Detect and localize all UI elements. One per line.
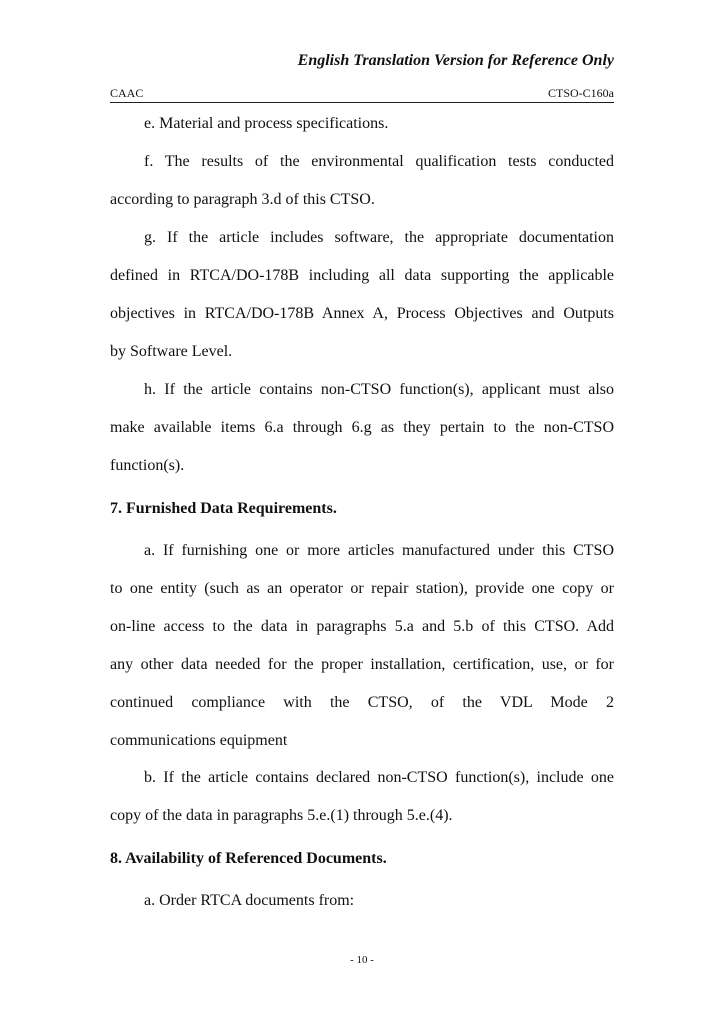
paragraph-line: g. If the article includes software, the appropriate documentation [144, 229, 614, 246]
paragraph-line: according to paragraph 3.d of this CTSO. [110, 191, 375, 208]
paragraph-line: communications equipment [110, 732, 288, 749]
translation-banner: English Translation Version for Reference Only [297, 52, 614, 69]
paragraph-line: any other data needed for the proper installation, certification, use, or for [110, 656, 614, 673]
paragraph-line: by Software Level. [110, 343, 233, 360]
paragraph-line: h. If the article contains non-CTSO function(s), applicant must also [144, 381, 614, 398]
paragraph-line: to one entity (such as an operator or repair station), provide one copy or [110, 580, 614, 597]
paragraph-line: objectives in RTCA/DO-178B Annex A, Process Objectives and Outputs [110, 305, 614, 322]
paragraph-line: b. If the article contains declared non-CTSO function(s), include one [144, 769, 614, 786]
header-doc-id: CTSO-C160a [548, 86, 614, 100]
paragraph-line: function(s). [110, 457, 185, 474]
paragraph-line: e. Material and process specifications. [144, 115, 389, 132]
paragraph-line: continued compliance with the CTSO, of the VDL Mode 2 [110, 694, 614, 711]
section-heading: 7. Furnished Data Requirements. [110, 500, 337, 517]
page-number: - 10 - [350, 954, 374, 966]
paragraph-line: copy of the data in paragraphs 5.e.(1) through 5.e.(4). [110, 807, 453, 824]
section-heading: 8. Availability of Referenced Documents. [110, 850, 387, 867]
header-org: CAAC [110, 86, 144, 100]
paragraph-line: a. If furnishing one or more articles manufactured under this CTSO [144, 542, 614, 559]
paragraph-line: on-line access to the data in paragraphs 5.a and 5.b of this CTSO. Add [110, 618, 614, 635]
paragraph-line: make available items 6.a through 6.g as they pertain to the non-CTSO [110, 419, 614, 436]
paragraph-line: defined in RTCA/DO-178B including all data supporting the applicable [110, 267, 614, 284]
paragraph-line: f. The results of the environmental qualification tests conducted [144, 153, 614, 170]
paragraph-line: a. Order RTCA documents from: [144, 892, 355, 909]
header-divider [110, 102, 614, 103]
